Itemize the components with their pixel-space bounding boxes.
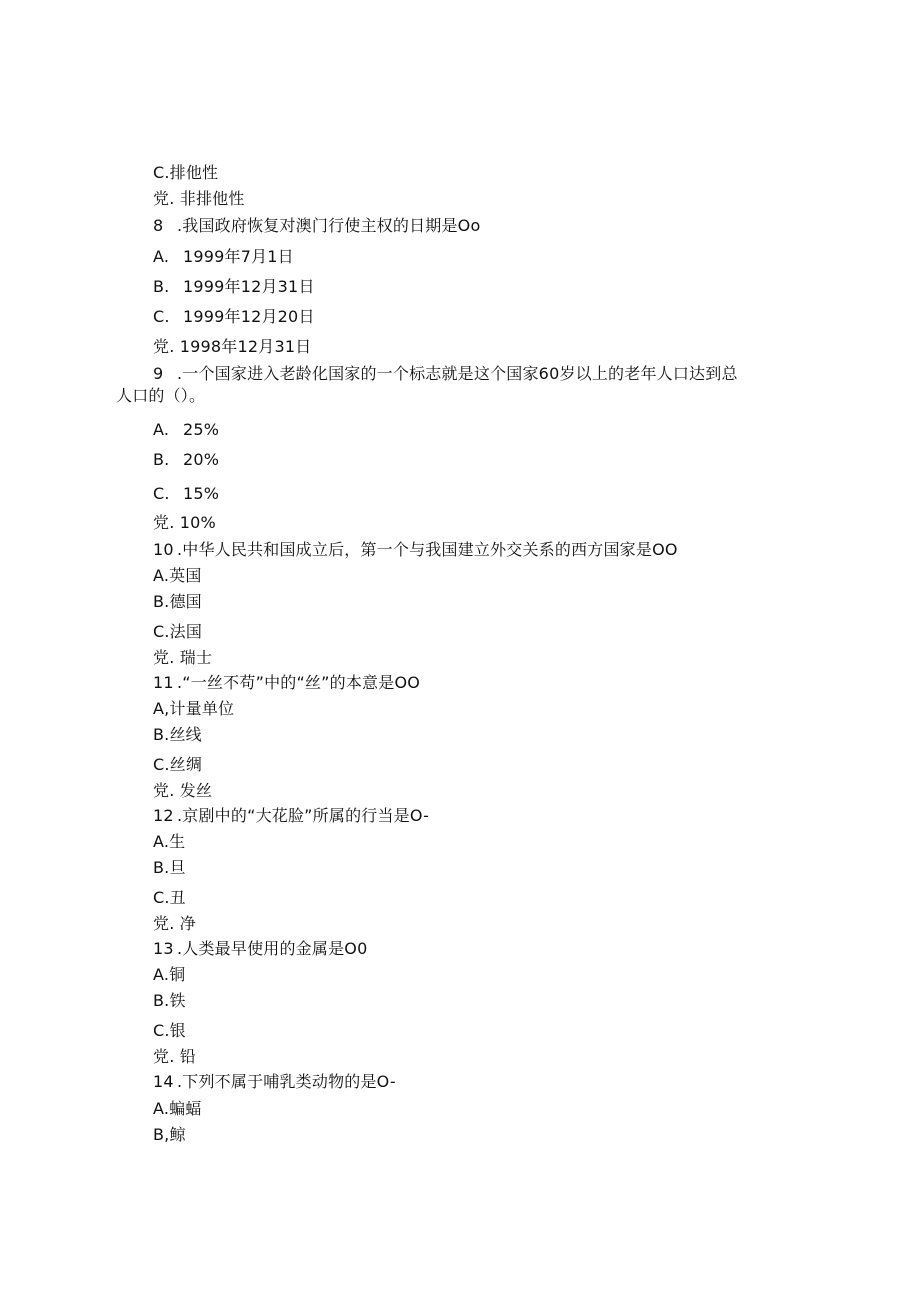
option-b-line: B.铁 xyxy=(153,991,186,1010)
option-c-line xyxy=(153,484,219,504)
option-label: A. xyxy=(153,247,170,266)
question-text: .下列不属于哺乳类动物的是O- xyxy=(177,1072,396,1091)
option-b-line xyxy=(153,277,315,297)
option-text: 1999年12月31日 xyxy=(183,277,315,296)
option-text: 1999年12月20日 xyxy=(183,307,315,326)
option-d-line: 党. 非排他性 xyxy=(153,189,245,208)
option-text: 1999年7月1日 xyxy=(183,247,294,266)
question-8 xyxy=(153,216,480,236)
question-text: .“一丝不苟”中的“丝”的本意是OO xyxy=(177,673,421,692)
question-13 xyxy=(153,939,367,959)
option-a-line xyxy=(153,420,219,440)
question-9 xyxy=(153,364,738,384)
option-b-line: B.德国 xyxy=(153,592,202,611)
question-10 xyxy=(153,540,678,560)
option-a-line: A,计量单位 xyxy=(153,699,235,718)
question-number: 8 xyxy=(153,216,164,235)
option-text: 25% xyxy=(183,420,220,439)
question-12 xyxy=(153,806,429,826)
option-text: 20% xyxy=(183,450,220,469)
option-d-line: 党. 发丝 xyxy=(153,781,213,800)
option-c-line: C.银 xyxy=(153,1021,186,1040)
question-text: .中华人民共和国成立后，第一个与我国建立外交关系的西方国家是OO xyxy=(177,540,678,559)
option-b-line xyxy=(153,450,219,470)
option-c-line: C.排他性 xyxy=(153,163,219,182)
option-c-line xyxy=(153,307,315,327)
question-number: 12 xyxy=(153,806,174,825)
option-label: C. xyxy=(153,484,170,503)
option-b-line: B,鲸 xyxy=(153,1125,186,1144)
option-a-line: A.英国 xyxy=(153,566,202,585)
question-number: 10 xyxy=(153,540,174,559)
option-c-line: C.丑 xyxy=(153,888,186,907)
option-a-line xyxy=(153,247,294,267)
question-number: 11 xyxy=(153,673,174,692)
option-d-line: 党. 1998年12月31日 xyxy=(153,337,312,356)
option-a-line: A.铜 xyxy=(153,965,186,984)
option-d-line: 党. 铅 xyxy=(153,1047,196,1066)
option-b-line: B.旦 xyxy=(153,858,186,877)
question-number: 13 xyxy=(153,939,174,958)
question-number: 9 xyxy=(153,364,164,383)
option-label: A. xyxy=(153,420,170,439)
option-label: B. xyxy=(153,450,170,469)
option-b-line: B.丝线 xyxy=(153,725,202,744)
question-text: .我国政府恢复对澳门行使主权的日期是Oo xyxy=(177,216,481,235)
option-a-line: A.蝙蝠 xyxy=(153,1099,202,1118)
question-text: .一个国家进入老龄化国家的一个标志就是这个国家60岁以上的老年人口达到总 xyxy=(177,364,738,383)
question-number: 14 xyxy=(153,1072,174,1091)
option-label: B. xyxy=(153,277,170,296)
option-d-line: 党. 瑞士 xyxy=(153,648,213,667)
question-text: .京剧中的“大花脸”所属的行当是O- xyxy=(177,806,430,825)
question-11 xyxy=(153,673,420,693)
question-14 xyxy=(153,1072,396,1092)
option-c-line: C.法国 xyxy=(153,622,203,641)
option-d-line: 党. 净 xyxy=(153,914,196,933)
option-d-line: 党. 10% xyxy=(153,513,216,532)
option-c-line: C.丝绸 xyxy=(153,755,203,774)
question-9-continuation: 人口的（）。 xyxy=(116,386,206,405)
option-text: 15% xyxy=(183,484,220,503)
question-text: .人类最早使用的金属是O0 xyxy=(177,939,368,958)
option-label: C. xyxy=(153,307,170,326)
option-a-line: A.生 xyxy=(153,832,186,851)
